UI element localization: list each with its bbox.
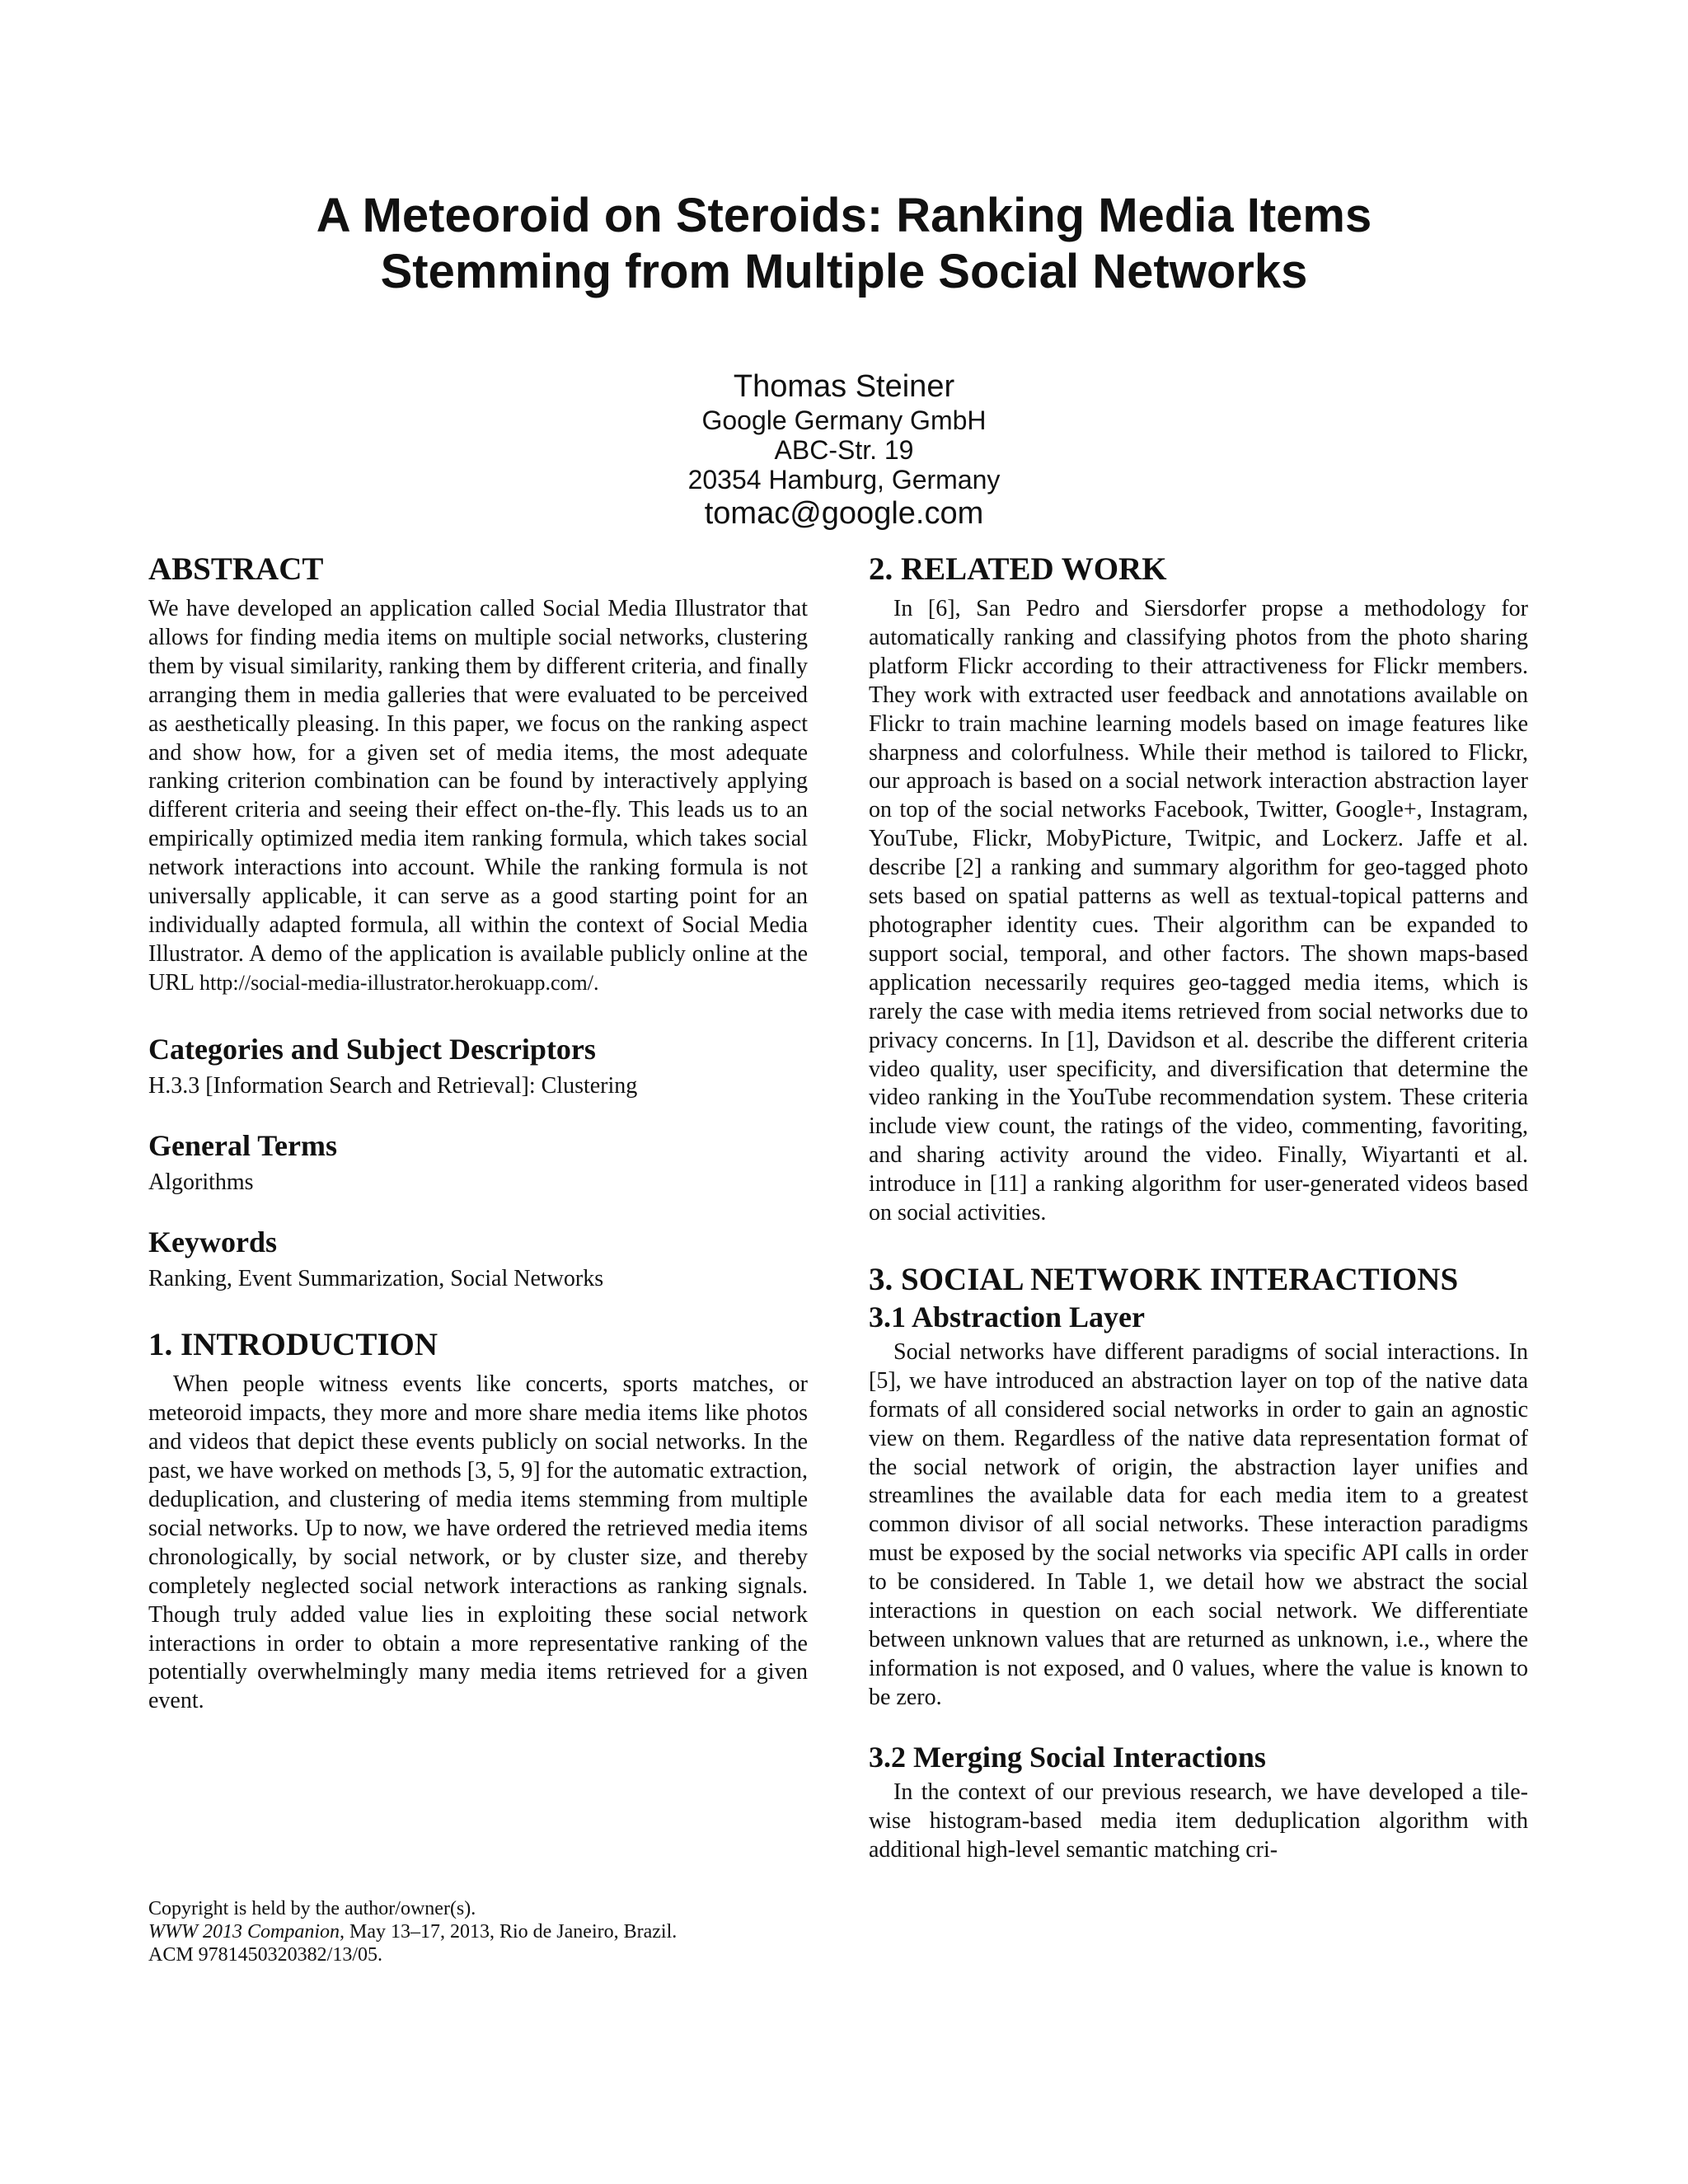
conference-details: May 13–17, 2013, Rio de Janeiro, Brazil. [344,1921,678,1943]
copyright-line: Copyright is held by the author/owner(s). [148,1898,476,1919]
paper-title [165,188,1523,300]
author-name: Thomas Steiner [733,369,955,404]
general-terms-heading: General Terms [148,1128,337,1162]
abstract-body: We have developed an application called Social Media Illustrator that allows for finding media items on multiple social networks, clustering them by visual similarity, ranking them by different criteria, and finally arranging them in media galleries that were evaluated to be perceived as aesthetically pleasing. In this paper, we focus on the ranking aspect and show how, for a given set of media items, the most adequate ranking criterion combination can be found by interactively applying different criteria and seeing their effect on-the-fly. This leads us to an empirically optimized media item ranking formula, which takes social network interactions into account. While the ranking formula is not universally applicable, it can serve as a good starting point for an individually adapted formula, all within the context of Social Media Illustrator. A demo of the application is available publicly online at the URL [148,596,808,996]
title-line-2: Stemming from Multiple Social Networks [380,245,1308,298]
author-street: ABC-Str. 19 [774,435,914,465]
categories-heading: Categories and Subject Descriptors [148,1032,596,1066]
right-column [869,551,1528,1864]
acm-line: ACM 9781450320382/13/05. [148,1944,383,1966]
abstraction-layer-text: Social networks have different paradigms of social interactions. In [5], we have introduced an abstraction layer on top of the native data formats of all considered social networks in order to gain an agnostic view on them. Regardless of the native data representation format of the social network of origin, the abstraction layer unifies and streamlines the available data for each media item to a greatest common divisor of all social networks. These interaction paradigms must be exposed by the social networks via specific API calls in order to be considered. In Table 1, we detail how we abstract the social interactions in question on each social network. We differentiate between unknown values that are returned as unknown, i.e., where the information is not exposed, and 0 values, where the value is known to be zero. [869,1338,1528,1710]
left-column [148,551,808,1716]
author-block [514,368,1174,532]
demo-url[interactable]: http://social-media-illustrator.herokuapp.com/. [199,970,599,995]
author-email: tomac@google.com [704,496,984,531]
abstract-text [148,595,808,998]
copyright-block [148,1897,808,1966]
related-work-heading: 2. RELATED WORK [869,551,1167,587]
author-affiliation: Google Germany GmbH [701,405,987,435]
abstraction-layer-heading: 3.1 Abstraction Layer [869,1300,1145,1333]
introduction-heading: 1. INTRODUCTION [148,1327,438,1363]
abstract-heading: ABSTRACT [148,551,324,587]
introduction-text: When people witness events like concerts, sports matches, or meteoroid impacts, they more and more share media items like photos and videos that depict these events publicly on social networks. In the past, we have worked on methods [3, 5, 9] for the automatic extraction, deduplication, and clustering of media items stemming from multiple social networks. Up to now, we have ordered the retrieved media items chronologically, by social network, or by cluster size, and thereby completely neglected social network interactions as ranking signals. Though truly added value lies in exploiting these social network interactions in order to obtain a more representative ranking of the potentially overwhelmingly many media items retrieved for a given event. [148,1371,808,1714]
keywords-heading: Keywords [148,1225,277,1258]
merging-heading: 3.2 Merging Social Interactions [869,1740,1266,1774]
categories-text: H.3.3 [Information Search and Retrieval]: Clustering [148,1072,638,1099]
conference-name: WWW 2013 Companion, [148,1921,345,1943]
keywords-text: Ranking, Event Summarization, Social Networks [148,1265,604,1291]
title-line-1: A Meteoroid on Steroids: Ranking Media Items [316,189,1372,242]
social-interactions-heading: 3. SOCIAL NETWORK INTERACTIONS [869,1261,1459,1297]
general-terms-text: Algorithms [148,1169,254,1195]
merging-text: In the context of our previous research, we have developed a tile-wise histogram-based media item deduplication algorithm with additional high-level semantic matching cri- [869,1779,1528,1863]
author-city: 20354 Hamburg, Germany [687,465,1001,494]
conference-line [148,1920,808,1943]
related-work-text: In [6], San Pedro and Siersdorfer propse a methodology for automatically ranking and classifying photos from the photo sharing platform Flickr according to their attractiveness for Flickr members. They work with extracted user feedback and annotations available on Flickr to train machine learning models based on image features like sharpness and colorfulness. While their method is tailored to Flickr, our approach is based on a social network interaction abstraction layer on top of the social networks Facebook, Twitter, Google+, Instagram, YouTube, Flickr, MobyPicture, Twitpic, and Lockerz. Jaffe et al. describe [2] a ranking and summary algorithm for geo-tagged photo sets based on spatial patterns as well as textual-topical patterns and photographer identity cues. Their algorithm can be expanded to support social, temporal, and other factors. The shown maps-based application necessarily requires geo-tagged media items, which is rarely the case with media items retrieved from social networks due to privacy concerns. In [1], Davidson et al. describe the different criteria video quality, user specificity, and diversification that determine the video ranking in the YouTube recommendation system. These criteria include view count, the ratings of the video, commenting, favoriting, and sharing activity around the video. Finally, Wiyartanti et al. introduce in [11] a ranking algorithm for user-generated videos based on social activities. [869,596,1528,1226]
